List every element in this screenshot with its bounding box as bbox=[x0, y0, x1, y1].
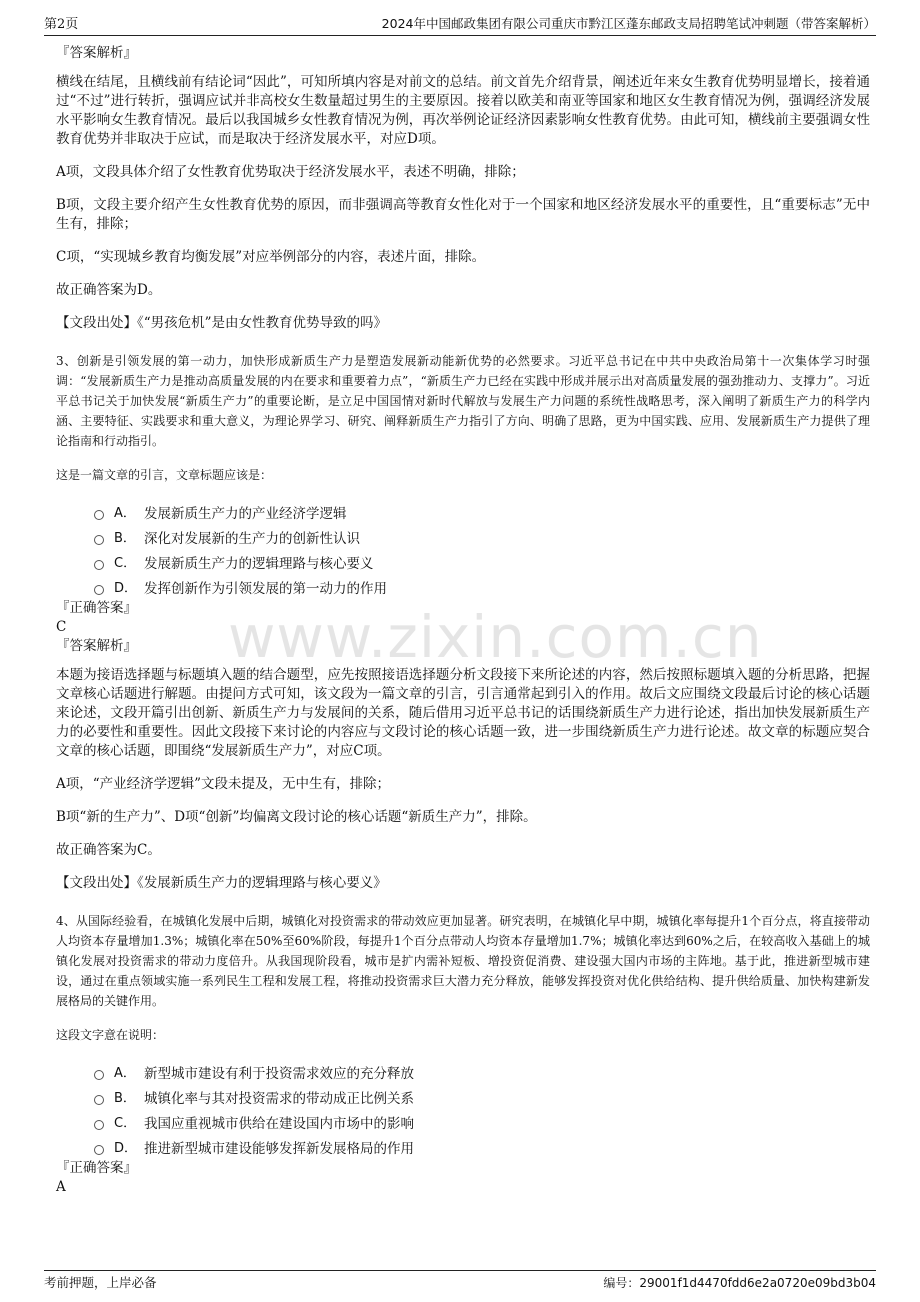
option-b-exclusion: B项，文段主要介绍产生女性教育优势的原因，而非强调高等教育女性化对于一个国家和地区经济发展水平的重要性，且“重要标志”无中生有，排除； bbox=[56, 197, 870, 232]
question-3-passage: 3、创新是引领发展的第一动力，加快形成新质生产力是塑造发展新动能新优势的必然要求。习近平总书记在中共中央政治局第十一次集体学习时强调：“发展新质生产力是推动高质量发展的内在要求和重要着力点”，“新质生产力已经在实践中形成并展示出对高质量发展的强劲推动力、支撑力”。习近平总书记关于加快发展“新质生产力”的重要论断，是立足中国国情对新时代解放与发展生产力问题的系统性战略思考，深入阐明了新质生产力的科学内涵、主要特征、实践要求和重大意义，为理论界学习、研究、阐释新质生产力指引了方向、明确了思路，更为中国实践、应用、发展新质生产力提供了理论指南和行动指引。 bbox=[56, 354, 870, 448]
source-citation: 【文段出处】《“男孩危机”是由女性教育优势导致的吗》 bbox=[56, 315, 388, 331]
analysis-label: 『答案解析』 bbox=[56, 638, 137, 654]
source-citation: 【文段出处】《发展新质生产力的逻辑理路与核心要义》 bbox=[56, 875, 387, 891]
analysis-label: 『答案解析』 bbox=[56, 45, 137, 61]
option-a[interactable]: A． 发展新质生产力的产业经济学逻辑 bbox=[94, 499, 870, 524]
option-b[interactable]: B． 深化对发展新的生产力的创新性认识 bbox=[94, 524, 870, 549]
radio-button[interactable] bbox=[94, 585, 104, 595]
conclusion: 故正确答案为D。 bbox=[56, 282, 162, 298]
radio-button[interactable] bbox=[94, 560, 104, 570]
analysis-text: 本题为接语选择题与标题填入题的结合题型，应先按照接语选择题分析文段接下来所论述的内容，然后按照标题填入题的分析思路，把握文章核心话题进行解题。由提问方式可知，该文段为一篇文章的引言，引言通常起到引入的作用。故后文应围绕文段最后讨论的核心话题来论述，文段开篇引出创新、新质生产力与发展间的关系，随后借用习近平总书记的话围绕新质生产力进行论述，指出加快发展新质生产力的必要性和重要性。因此文段接下来讨论的内容应与文段讨论的核心话题一致，进一步围绕新质生产力进行论述。故文章的标题应契合文章的核心话题，即围绕“发展新质生产力”，对应C项。 bbox=[56, 667, 870, 759]
answer-label: 『正确答案』 bbox=[56, 600, 137, 616]
radio-button[interactable] bbox=[94, 1145, 104, 1155]
radio-button[interactable] bbox=[94, 510, 104, 520]
option-c[interactable]: C． 发展新质生产力的逻辑理路与核心要义 bbox=[94, 549, 870, 574]
option-d[interactable]: D． 推进新型城市建设能够发挥新发展格局的作用 bbox=[94, 1134, 870, 1159]
page-footer bbox=[44, 1270, 876, 1291]
option-c[interactable]: C． 我国应重视城市供给在建设国内市场中的影响 bbox=[94, 1109, 870, 1134]
analysis-text: 横线在结尾，且横线前有结论词“因此”，可知所填内容是对前文的总结。前文首先介绍背景，阐述近年来女生教育优势明显增长，接着通过“不过”进行转折，强调应试并非高校女生数量超过男生的主要原因。接着以欧美和南亚等国家和地区女生教育情况为例，强调经济发展水平影响女生教育情况。最后以我国城乡女性教育情况为例，再次举例论证经济因素影响女性教育优势。由此可知，横线前主要强调女性教育优势并非取决于应试，而是取决于经济发展水平，对应D项。 bbox=[56, 74, 870, 147]
question-4-options bbox=[94, 1059, 870, 1159]
radio-button[interactable] bbox=[94, 1120, 104, 1130]
answer-value: A bbox=[56, 1179, 66, 1195]
option-a-exclusion: A项，文段具体介绍了女性教育优势取决于经济发展水平，表述不明确，排除； bbox=[56, 164, 525, 180]
conclusion: 故正确答案为C。 bbox=[56, 842, 161, 858]
footer-slogan: 考前押题，上岸必备 bbox=[44, 1275, 157, 1290]
radio-button[interactable] bbox=[94, 1095, 104, 1105]
radio-button[interactable] bbox=[94, 535, 104, 545]
answer-label: 『正确答案』 bbox=[56, 1160, 137, 1176]
watermark: www.zixin.com.cn bbox=[228, 603, 763, 671]
question-4-prompt: 这段文字意在说明： bbox=[56, 1028, 165, 1042]
question-4-passage: 4、从国际经验看，在城镇化发展中后期，城镇化对投资需求的带动效应更加显著。研究表明，在城镇化早中期，城镇化率每提升1个百分点，将直接带动人均资本存量增加1.3%；城镇化率在50%至60%阶段，每提升1个百分点带动人均资本存量增加1.7%；城镇化率达到60%之后，在较高收入基础上的城镇化发展对投资需求的带动力度倍升。从我国现阶段看，城市是扩内需补短板、增投资促消费、建设强大国内市场的主阵地。基于此，推进新型城市建设，通过在重点领域实施一系列民生工程和发展工程，将推动投资需求巨大潜力充分释放，能够发挥投资对优化供给结构、提升供给质量、加快构建新发展格局的关键作用。 bbox=[56, 914, 870, 1008]
question-3-prompt: 这是一篇文章的引言，文章标题应该是： bbox=[56, 468, 273, 482]
option-d[interactable]: D． 发挥创新作为引领发展的第一动力的作用 bbox=[94, 574, 870, 599]
document-title: 2024年中国邮政集团有限公司重庆市黔江区蓬东邮政支局招聘笔试冲刺题（带答案解析） bbox=[381, 16, 876, 31]
option-bd-exclusion: B项“新的生产力”、D项“创新”均偏离文段讨论的核心话题“新质生产力”，排除。 bbox=[56, 809, 537, 825]
page-number: 第2页 bbox=[44, 17, 79, 32]
page-header bbox=[44, 10, 876, 36]
radio-button[interactable] bbox=[94, 1070, 104, 1080]
answer-value: C bbox=[56, 619, 67, 635]
question-3-options bbox=[94, 499, 870, 599]
document-code: 编号：29001f1d4470fdd6e2a0720e09bd3b04 bbox=[603, 1276, 876, 1290]
document-body bbox=[56, 44, 870, 1197]
option-b[interactable]: B． 城镇化率与其对投资需求的带动成正比例关系 bbox=[94, 1084, 870, 1109]
option-a[interactable]: A． 新型城市建设有利于投资需求效应的充分释放 bbox=[94, 1059, 870, 1084]
option-a-exclusion: A项，“产业经济学逻辑”文段未提及，无中生有，排除； bbox=[56, 776, 391, 792]
option-c-exclusion: C项，“实现城乡教育均衡发展”对应举例部分的内容，表述片面，排除。 bbox=[56, 249, 486, 265]
